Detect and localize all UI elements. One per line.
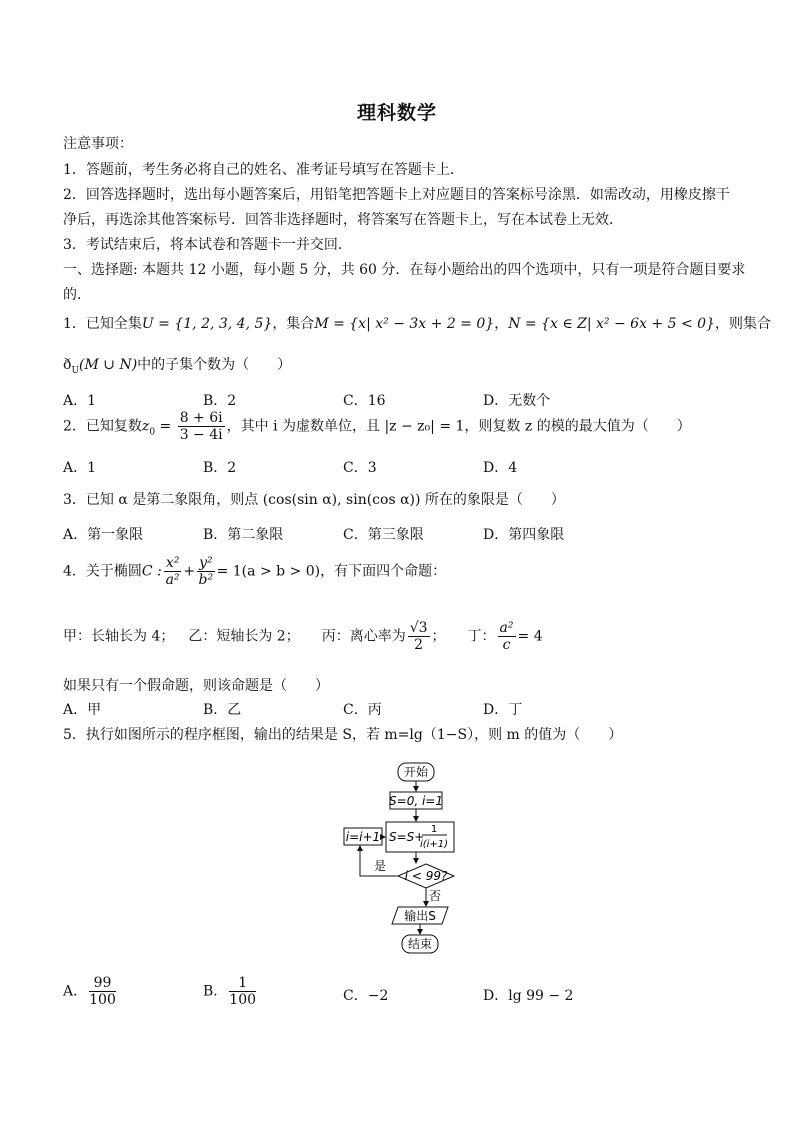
q2-eq: =	[155, 418, 176, 435]
question-3: 3．已知 α 是第二象限角，则点 (cos(sin α), sin(cos α)) 所在的象限是（ ）	[63, 492, 565, 508]
q4-option-a: A．甲	[63, 702, 102, 718]
q2-text: 2．已知复数	[63, 418, 142, 435]
statement-bing-fraction	[408, 620, 430, 653]
bing-num: √3	[409, 620, 428, 636]
q2-option-a: A．1	[63, 460, 97, 476]
flowchart	[330, 760, 470, 960]
ding-num: a²	[499, 620, 514, 636]
q4-question: 如果只有一个假命题，则该命题是（ ）	[63, 678, 329, 694]
q4-fraction-x-den: a²	[165, 572, 180, 588]
notice-1: 1．答题前，考生务必将自己的姓名、准考证号填写在答题卡上．	[63, 162, 464, 178]
q5-a-num: 99	[89, 975, 116, 992]
q3-option-c: C．第三象限	[343, 527, 424, 543]
complement-symbol: ð	[63, 357, 72, 373]
flow-frac-num: 1	[430, 824, 438, 835]
q4-ellipse-name: C :	[141, 563, 162, 580]
q1-text: 1．已知全集	[63, 316, 142, 332]
q4-fraction-y-den: b²	[198, 572, 214, 588]
q4-plus: +	[183, 563, 196, 580]
q5-a-den: 100	[89, 992, 116, 1008]
q4-fraction-x	[164, 555, 182, 588]
q4-fraction-y	[197, 555, 215, 588]
flow-init: S=0, i=1	[389, 794, 443, 808]
q1-union: (M ∪ N)	[79, 357, 138, 373]
q5-b-den: 100	[229, 992, 257, 1008]
q5-option-b	[203, 975, 258, 1008]
flow-end: 结束	[407, 937, 433, 951]
statement-jia: 甲：长轴长为 4；	[63, 628, 175, 645]
statement-yi: 乙：短轴长为 2；	[188, 628, 300, 645]
q4-fraction-y-num: y²	[199, 555, 213, 571]
q3-option-a: A．第一象限	[63, 527, 144, 543]
flow-frac-den: i(i+1)	[419, 839, 449, 850]
question-1-line2	[63, 354, 291, 376]
section-header-cont: 的．	[63, 287, 91, 303]
q2-option-d: D．4	[483, 460, 518, 476]
q4-text: 4．关于椭圆	[63, 563, 142, 580]
statement-ding: 丁：	[467, 628, 496, 645]
ding-den: c	[502, 637, 511, 653]
flow-yes: 是	[374, 859, 387, 873]
q2-denominator: 3 − 4i	[179, 427, 223, 443]
q1-sep: ，	[494, 316, 509, 332]
q2-fraction	[178, 410, 225, 443]
q4-tail: = 1(a > b > 0)，有下面四个命题：	[216, 563, 447, 580]
question-1	[63, 313, 771, 333]
q5-option-b-fraction	[229, 975, 256, 1008]
q3-option-b: B．第二象限	[203, 527, 284, 543]
question-4	[63, 555, 446, 588]
q4-option-d: D．丁	[483, 702, 523, 718]
flow-update: S=S+	[389, 830, 425, 844]
q2-option-c: C．3	[343, 460, 377, 476]
section-header: 一、选择题: 本题共 12 小题，每小题 5 分，共 60 分．在每小题给出的四个选项中，只有一项是符合题目要求	[63, 262, 746, 278]
q1-text: ，集合	[272, 316, 315, 332]
question-2	[63, 410, 691, 443]
question-5: 5．执行如图所示的程序框图，输出的结果是 S，若 m=lg（1−S），则 m 的值为（ ）	[63, 727, 623, 743]
flow-output: 输出S	[404, 909, 436, 923]
q2-option-b: B．2	[203, 460, 237, 476]
q1-set-n: N = {x ∈ Z| x² − 6x + 5 < 0}	[508, 316, 715, 332]
q5-option-a-fraction	[89, 975, 116, 1008]
q2-numerator: 8 + 6i	[179, 410, 223, 426]
q1-option-b: B．2	[203, 393, 237, 409]
notice-2: 2．回答选择题时，选出每小题答案后，用铅笔把答题卡上对应题目的答案标号涂黑．如需改动，用橡皮擦干	[63, 187, 730, 203]
q4-statements	[63, 620, 543, 653]
flow-inc: i=i+1	[345, 830, 381, 844]
q5-option-c: C．−2	[343, 988, 389, 1004]
ding-post: = 4	[517, 628, 543, 645]
complement-subscript: U	[71, 365, 80, 376]
q2-z-sub: 0	[149, 427, 156, 438]
q1-question: 中的子集个数为（ ）	[137, 357, 292, 373]
q4-option-c: C．丙	[343, 702, 382, 718]
q1-option-d: D．无数个	[483, 393, 551, 409]
bing-den: 2	[414, 637, 424, 653]
q2-rest: ，其中 i 为虚数单位，且 |z − z₀| = 1，则复数 z 的模的最大值为（ ）	[226, 418, 691, 435]
flow-start: 开始	[403, 765, 429, 779]
flow-no: 否	[429, 889, 442, 903]
q1-set-u: U = {1, 2, 3, 4, 5}	[141, 316, 273, 332]
q5-b-num: 1	[229, 975, 256, 992]
q5-option-a-label: A．	[63, 983, 88, 1000]
q5-option-a	[63, 975, 118, 1008]
q1-option-a: A．1	[63, 393, 97, 409]
q3-option-d: D．第四象限	[483, 527, 565, 543]
q5-option-b-label: B．	[203, 983, 228, 1000]
q1-set-m: M = {x| x² − 3x + 2 = 0}	[314, 316, 495, 332]
statement-ding-fraction	[498, 620, 516, 653]
flow-cond: i < 99?	[404, 869, 448, 883]
q4-fraction-x-num: x²	[165, 555, 180, 571]
notice-header: 注意事项：	[63, 136, 133, 152]
q4-option-b: B．乙	[203, 702, 242, 718]
bing-post: ；	[431, 628, 446, 645]
q2-z: z	[141, 418, 150, 435]
page-title: 理科数学	[356, 102, 437, 124]
notice-2-cont: 净后，再选涂其他答案标号．回答非选择题时，将答案写在答题卡上，写在本试卷上无效．	[63, 212, 623, 228]
q1-text: ，则集合	[714, 316, 771, 332]
q1-option-c: C．16	[343, 393, 386, 409]
notice-3: 3．考试结束后，将本试卷和答题卡一并交回．	[63, 237, 352, 253]
statement-bing: 丙：离心率为	[321, 628, 406, 645]
q5-option-d: D．lg 99 − 2	[483, 988, 574, 1004]
